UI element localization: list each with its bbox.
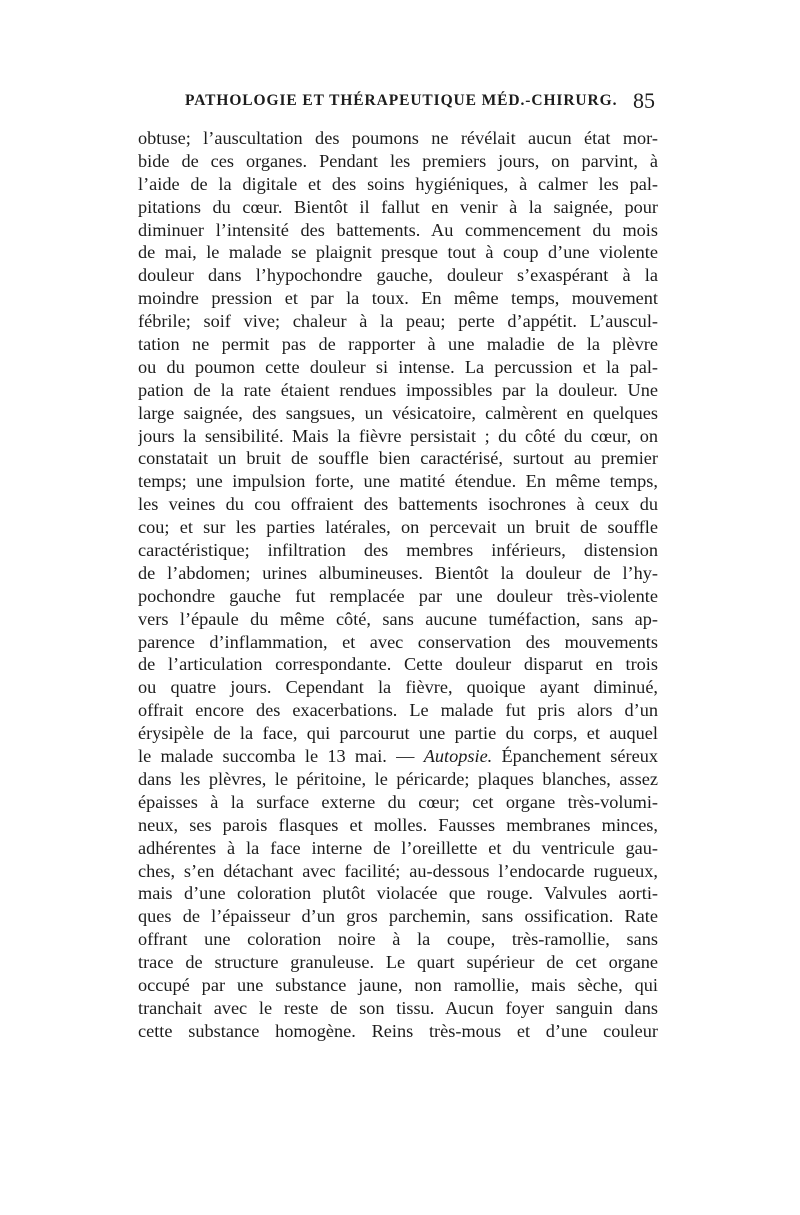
- text-line: vers l’épaule du même côté, sans aucune tuméfaction, sans ap-: [138, 608, 658, 629]
- text-line: diminuer l’intensité des battements. Au commencement du mois: [138, 219, 658, 240]
- text-line: épaisses à la surface externe du cœur; cet organe très-volumi-: [138, 791, 658, 812]
- text-line: adhérentes à la face interne de l’oreillette et du ventricule gau-: [138, 837, 658, 858]
- text-line: ou du poumon cette douleur si intense. La percussion et la pal-: [138, 356, 658, 377]
- text-line: pation de la rate étaient rendues impossibles par la douleur. Une: [138, 379, 658, 400]
- text-line: les veines du cou offraient des battements isochrones à ceux du: [138, 494, 658, 515]
- text-line: douleur dans l’hypochondre gauche, douleur s’exaspérant à la: [138, 265, 658, 286]
- text-line: de mai, le malade se plaignit presque tout à coup d’une violente: [138, 242, 658, 263]
- text-segment: le malade succomba le 13 mai. —: [138, 746, 424, 767]
- text-line: offrant une coloration noire à la coupe, très-ramollie, sans: [138, 929, 658, 950]
- running-title: PATHOLOGIE ET THÉRAPEUTIQUE MÉD.-CHIRURG.: [185, 92, 618, 109]
- text-line: parence d’inflammation, et avec conservation des mouvements: [138, 631, 658, 652]
- text-line: obtuse; l’auscultation des poumons ne révélait aucun état mor-: [138, 128, 658, 148]
- text-line: de l’abdomen; urines albumineuses. Bientôt la douleur de l’hy-: [138, 562, 658, 583]
- text-line: pitations du cœur. Bientôt il fallut en venir à la saignée, pour: [138, 196, 658, 217]
- text-line: érysipèle de la face, qui parcourut une partie du corps, et auquel: [138, 723, 658, 744]
- text-line: fébrile; soif vive; chaleur à la peau; perte d’appétit. L’auscul-: [138, 311, 658, 332]
- autopsie-italic: Autopsie.: [423, 746, 493, 767]
- running-head: [185, 88, 655, 120]
- text-line: dans les plèvres, le péritoine, le péricarde; plaques blanches, assez: [138, 768, 658, 789]
- text-line: mais d’une coloration plutôt violacée que rouge. Valvules aorti-: [138, 883, 658, 904]
- text-segment: Épanchement séreux: [492, 746, 658, 767]
- text-line: bide de ces organes. Pendant les premiers jours, on parvint, à: [138, 150, 658, 171]
- text-line: l’aide de la digitale et des soins hygiéniques, à calmer les pal-: [138, 173, 658, 194]
- text-line: constatait un bruit de souffle bien caractérisé, surtout au premier: [138, 448, 658, 469]
- text-line: temps; une impulsion forte, une matité étendue. En même temps,: [138, 471, 658, 492]
- text-line: caractéristique; infiltration des membres inférieurs, distension: [138, 540, 658, 561]
- text-line: trace de structure granuleuse. Le quart supérieur de cet organe: [138, 952, 658, 973]
- body-text: [138, 127, 658, 1043]
- text-line: de l’articulation correspondante. Cette douleur disparut en trois: [138, 654, 658, 675]
- text-line: offrait encore des exacerbations. Le malade fut pris alors d’un: [138, 700, 658, 721]
- text-line-autopsie: [138, 745, 658, 768]
- text-line: moindre pression et par la toux. En même temps, mouvement: [138, 288, 658, 309]
- text-line: cette substance homogène. Reins très-mous et d’une couleur: [138, 1020, 658, 1041]
- text-line: tranchait avec le reste de son tissu. Aucun foyer sanguin dans: [138, 997, 658, 1018]
- text-line: neux, ses parois flasques et molles. Fausses membranes minces,: [138, 814, 658, 835]
- text-line: jours la sensibilité. Mais la fièvre persistait ; du côté du cœur, on: [138, 425, 658, 446]
- text-line: tation ne permit pas de rapporter à une maladie de la plèvre: [138, 334, 658, 355]
- text-line: large saignée, des sangsues, un vésicatoire, calmèrent en quelques: [138, 402, 658, 423]
- text-line: ou quatre jours. Cependant la fièvre, quoique ayant diminué,: [138, 677, 658, 698]
- text-line: cou; et sur les parties latérales, on percevait un bruit de souffle: [138, 517, 658, 538]
- text-line: occupé par une substance jaune, non ramollie, mais sèche, qui: [138, 974, 658, 995]
- text-line: ques de l’épaisseur d’un gros parchemin, sans ossification. Rate: [138, 906, 658, 927]
- text-line: pochondre gauche fut remplacée par une douleur très-violente: [138, 585, 658, 606]
- page-number: 85: [633, 88, 655, 113]
- text-line: ches, s’en détachant avec facilité; au-dessous l’endocarde rugueux,: [138, 860, 658, 881]
